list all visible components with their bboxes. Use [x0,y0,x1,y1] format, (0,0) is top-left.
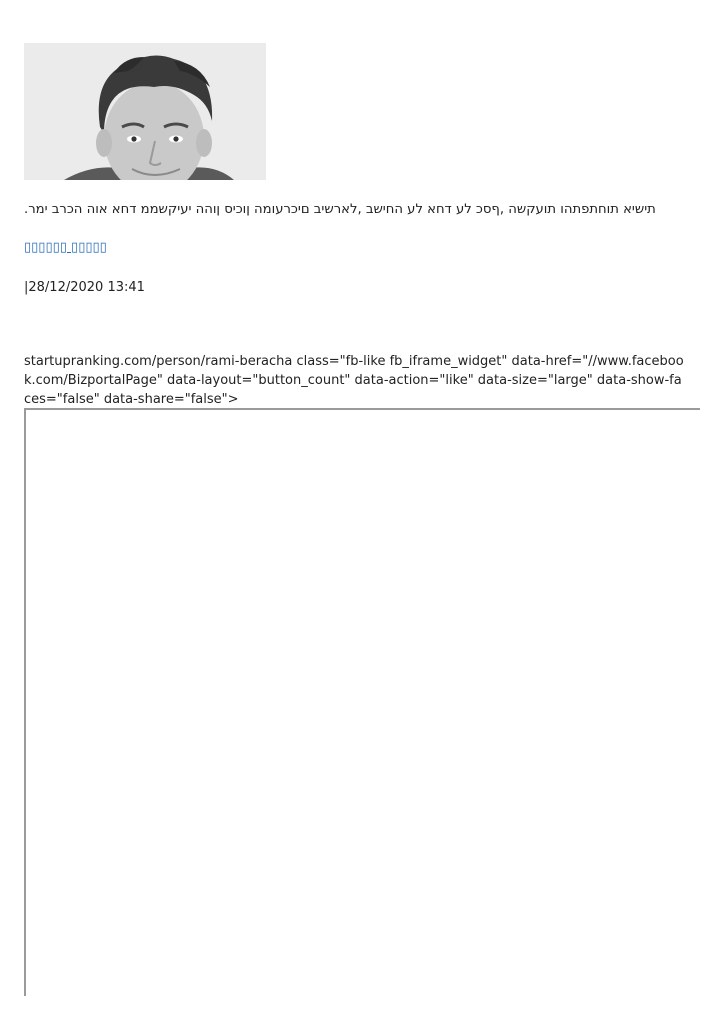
author-photo [24,43,266,180]
publish-timestamp: |28/12/2020 13:41 [24,280,145,295]
person-portrait-image [24,43,266,180]
author-link[interactable]: ▯▯▯▯▯▯ ▯▯▯▯▯ [24,240,107,255]
facebook-like-iframe[interactable] [24,408,700,996]
article-headline: .תישיא תוחתפתהו תועקשה ,ףסכ לע דחא לע החישב ,לארשיב םיכרעומה ןוכיס ןוהה יעיקשממ דחא אוה הכרב ימר [24,202,656,217]
embed-raw-markup-text: startupranking.com/person/rami-beracha class="fb-like fb_iframe_widget" data-href="//www.facebook.com/BizportalPage" data-layout="button_count" data-action="like" data-size="large" data-show-faces="false" data-share="false"> [24,354,684,407]
